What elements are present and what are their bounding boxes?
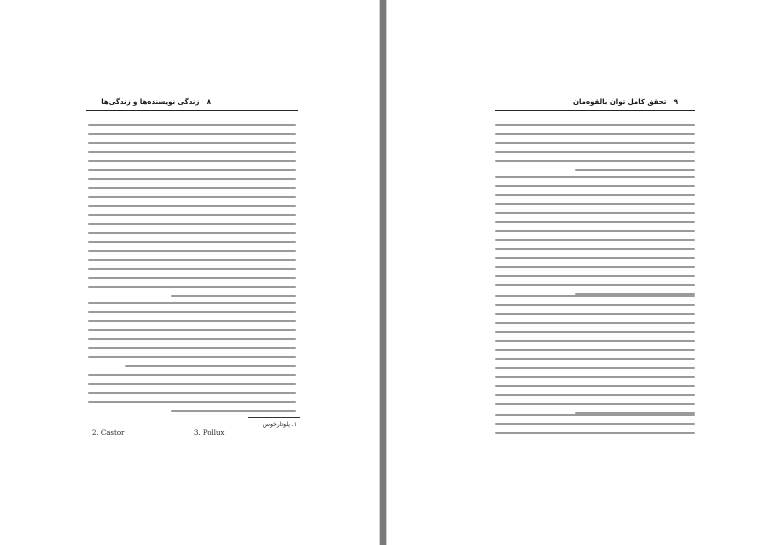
text-line: [495, 432, 695, 434]
text-line: [495, 331, 695, 333]
footnote-marker: ۱. پلوتارخوس: [262, 421, 297, 428]
right-paragraph-2: [495, 176, 695, 302]
text-line: [495, 414, 695, 416]
text-line: [88, 232, 296, 234]
text-line: [88, 356, 296, 358]
text-line: [495, 423, 695, 425]
text-line: [495, 275, 695, 277]
text-line: [495, 194, 695, 196]
text-line: [495, 340, 695, 342]
left-paragraph-2: [88, 302, 296, 374]
text-line: [495, 160, 695, 162]
footnote-rule: [248, 417, 300, 418]
text-line: [88, 151, 296, 153]
right-paragraph-4: [495, 414, 695, 441]
right-page-number: ۹: [673, 98, 678, 106]
text-line: [88, 320, 296, 322]
text-line: [88, 268, 296, 270]
text-line: [495, 257, 695, 259]
text-line: [88, 302, 296, 304]
text-line: [88, 223, 296, 225]
left-page-number: ۸: [206, 98, 211, 106]
text-line: [171, 410, 296, 412]
text-line: [495, 385, 695, 387]
text-line: [88, 214, 296, 216]
text-line: [171, 295, 296, 297]
text-line: [495, 133, 695, 135]
text-line: [495, 349, 695, 351]
text-line: [495, 176, 695, 178]
text-line: [495, 284, 695, 286]
left-header-rule: [86, 110, 298, 111]
text-line: [495, 304, 695, 306]
left-header-title: زندگی نویسنده‌ها و زندگی‌ها: [101, 98, 200, 106]
text-line: [88, 286, 296, 288]
text-line: [495, 322, 695, 324]
right-page: [386, 0, 768, 545]
text-line: [88, 277, 296, 279]
text-line: [495, 367, 695, 369]
right-header-rule: [495, 110, 695, 111]
text-line: [575, 169, 695, 171]
text-line: [88, 133, 296, 135]
text-line: [125, 365, 296, 367]
text-line: [495, 394, 695, 396]
text-line: [88, 401, 296, 403]
right-paragraph-1: [495, 124, 695, 178]
text-line: [495, 403, 695, 405]
text-line: [495, 266, 695, 268]
text-line: [495, 230, 695, 232]
text-line: [495, 239, 695, 241]
text-line: [495, 295, 695, 297]
left-paragraph-1: [88, 124, 296, 304]
text-line: [495, 203, 695, 205]
right-header-title: تحقق کامل توان بالقوه‌مان: [573, 98, 667, 106]
text-line: [88, 241, 296, 243]
text-line: [88, 178, 296, 180]
right-running-header: [573, 98, 678, 106]
footnote-castor: 2. Castor: [92, 429, 125, 437]
text-line: [88, 347, 296, 349]
left-page: [0, 0, 380, 545]
text-line: [88, 187, 296, 189]
text-line: [88, 374, 296, 376]
text-line: [88, 311, 296, 313]
text-line: [495, 221, 695, 223]
text-line: [495, 124, 695, 126]
text-line: [88, 160, 296, 162]
text-line: [88, 250, 296, 252]
text-line: [88, 338, 296, 340]
text-line: [88, 142, 296, 144]
text-line: [495, 376, 695, 378]
right-paragraph-3: [495, 295, 695, 421]
text-line: [88, 392, 296, 394]
text-line: [88, 169, 296, 171]
text-line: [88, 196, 296, 198]
text-line: [495, 248, 695, 250]
text-line: [495, 142, 695, 144]
footnote-pollux: 3. Pollux: [194, 429, 225, 437]
text-line: [88, 329, 296, 331]
text-line: [495, 151, 695, 153]
text-line: [88, 124, 296, 126]
text-line: [88, 383, 296, 385]
text-line: [495, 185, 695, 187]
text-line: [495, 313, 695, 315]
text-line: [88, 205, 296, 207]
text-line: [495, 212, 695, 214]
left-running-header: [101, 98, 211, 106]
left-paragraph-3: [88, 374, 296, 419]
text-line: [88, 259, 296, 261]
text-line: [495, 358, 695, 360]
